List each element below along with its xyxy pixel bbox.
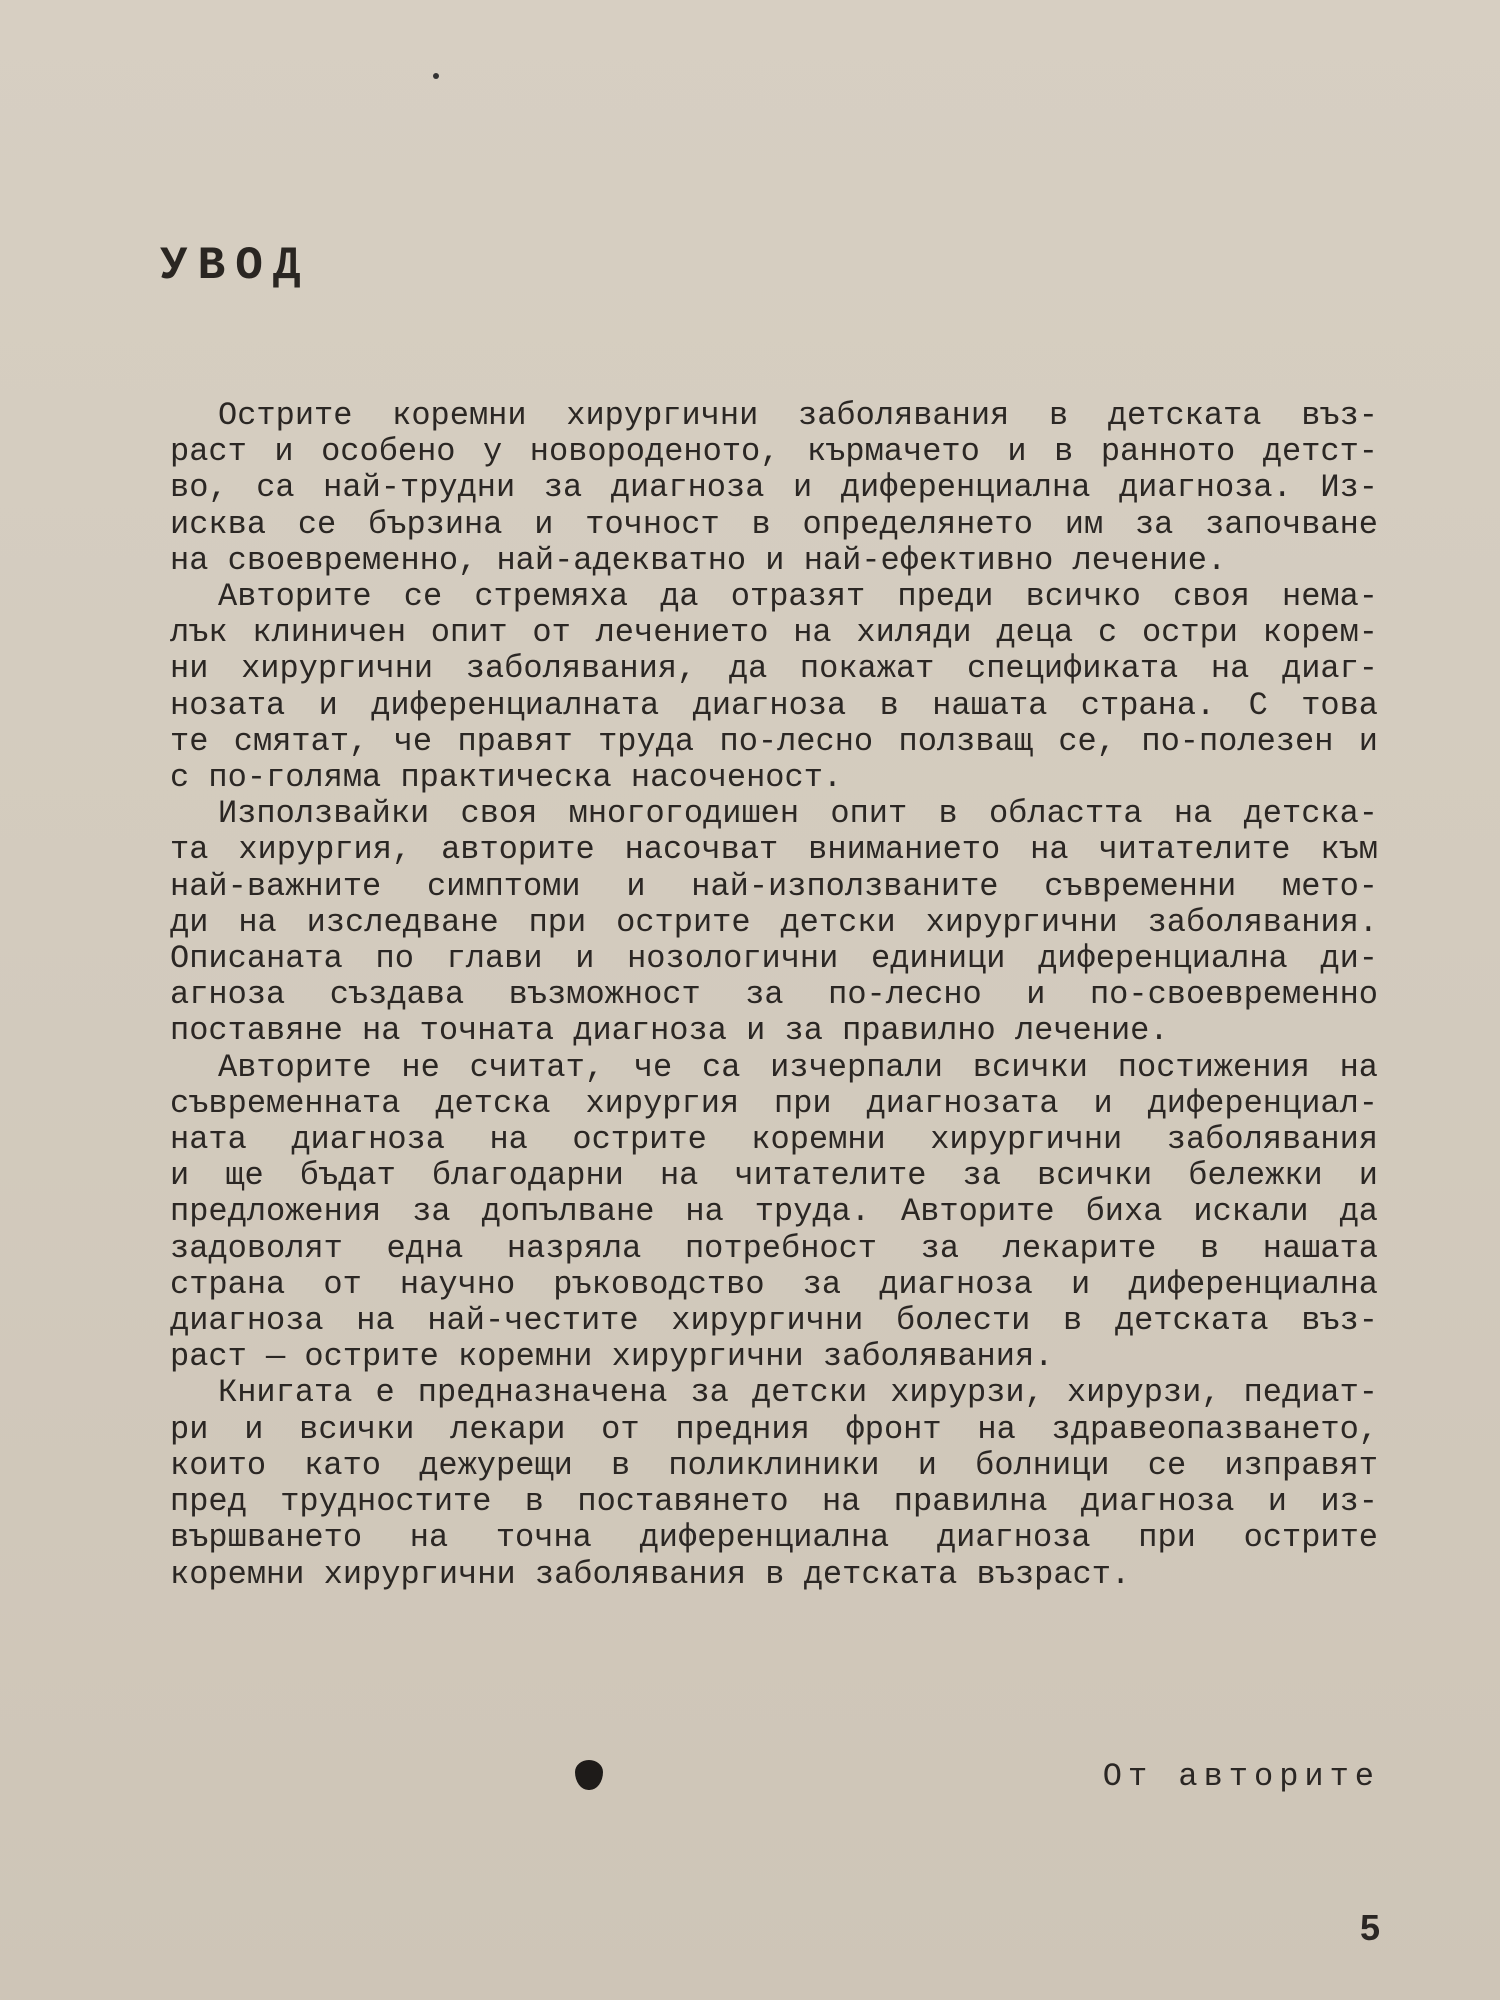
text-line: ни хирургични заболявания, да покажат спецификата на диаг- <box>170 650 1378 688</box>
paragraph <box>170 1375 1378 1592</box>
ink-speck <box>433 73 439 79</box>
text-line: исква се бързина и точност в определянето им за започване <box>170 505 1378 543</box>
ornament-mark <box>575 1760 603 1790</box>
text-line: задоволят една назряла потребност за лекарите в нашата <box>170 1229 1378 1267</box>
text-line: Авторите не считат, че са изчерпали всички постижения на <box>218 1048 1378 1086</box>
text-line: Авторите се стремяха да отразят преди всичко своя немa- <box>218 578 1378 616</box>
text-line: раст — острите коремни хирургични заболявания. <box>170 1338 1054 1376</box>
text-line: на своевременно, най-адекватно и най-ефективно лечение. <box>170 541 1227 579</box>
text-line: нозата и диференциалната диагноза в нашата страна. С това <box>170 686 1378 724</box>
text-line: Острите коремни хирургични заболявания в детската въз- <box>218 397 1378 434</box>
text-line: съвременната детска хирургия при диагнозата и диференциал- <box>170 1084 1378 1122</box>
text-line: агноза създава възможност за по-лесно и по-своевременно <box>170 976 1378 1014</box>
text-line: Книгата е предназначена за детски хирурзи, хирурзи, педиат- <box>218 1374 1378 1412</box>
text-line: диагноза на най-честите хирургични болести в детската въз- <box>170 1302 1378 1340</box>
text-line: та хирургия, авторите насочват вниманието на читателите към <box>170 831 1378 869</box>
text-line: лък клиничен опит от лечението на хиляди деца с остри корем- <box>170 614 1378 652</box>
text-line: Описаната по глави и нозологични единици диференциална ди- <box>170 940 1378 978</box>
text-line: те смятат, че правят труда по-лесно ползващ се, по-полезен и <box>170 722 1378 760</box>
page-number: 5 <box>1360 1907 1381 1948</box>
text-line: и ще бъдат благодарни на читателите за всички бележки и <box>170 1157 1378 1195</box>
introduction-text <box>170 398 1378 1593</box>
text-line: пред трудностите в поставянето на правилна диагноза и из- <box>170 1483 1378 1521</box>
text-line: вършването на точна диференциална диагноза при острите <box>170 1519 1378 1557</box>
text-line: поставяне на точната диагноза и за правилно лечение. <box>170 1012 1169 1050</box>
text-line: раст и особено у новороденото, кърмачето и в ранното детст- <box>170 433 1378 471</box>
text-line: ди на изследване при острите детски хирургични заболявания. <box>170 903 1378 941</box>
paragraph <box>170 1050 1378 1376</box>
paragraph <box>170 579 1378 796</box>
paragraph <box>170 796 1378 1049</box>
text-line: Използвайки своя многогодишен опит в областта на детска- <box>218 795 1378 833</box>
text-line: с по-голяма практическа насоченост. <box>170 759 843 797</box>
text-line: най-важните симптоми и най-използваните съвременни мето- <box>170 867 1378 905</box>
text-line: ната диагноза на острите коремни хирургични заболявания <box>170 1121 1378 1159</box>
text-line: страна от научно ръководство за диагноза и диференциална <box>170 1265 1378 1303</box>
text-line: които като дежурещи в поликлиники и болници се изправят <box>170 1446 1378 1484</box>
text-line: предложения за допълване на труда. Авторите биха искали да <box>170 1193 1378 1231</box>
paragraph <box>170 398 1378 579</box>
text-line: коремни хирургични заболявания в детската възраст. <box>170 1555 1131 1593</box>
chapter-heading: УВОД <box>160 240 311 292</box>
text-line: во, са най-трудни за диагноза и диференциална диагноза. Из- <box>170 469 1378 507</box>
signature: От авторите <box>1102 1758 1380 1795</box>
text-line: ри и всички лекари от предния фронт на здравеопазването, <box>170 1410 1378 1448</box>
